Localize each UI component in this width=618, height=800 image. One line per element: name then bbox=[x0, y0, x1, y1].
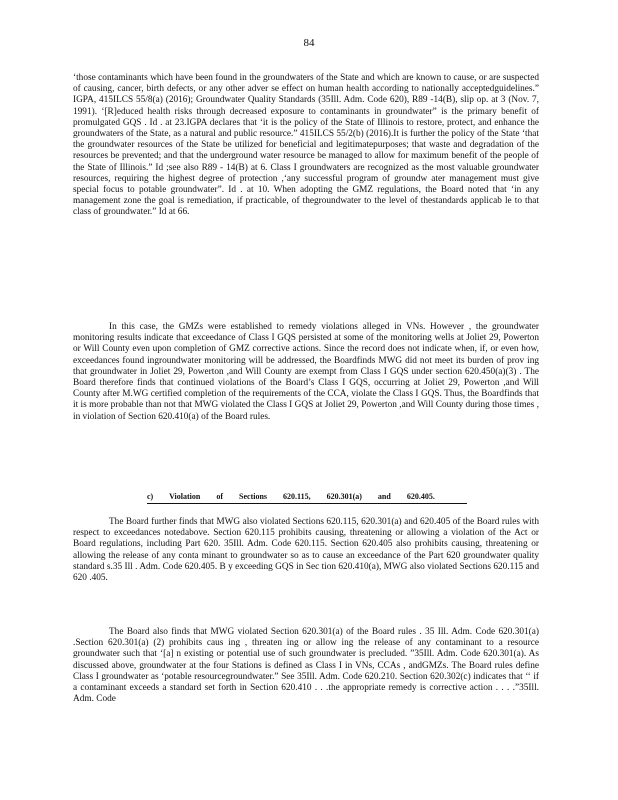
section-heading-word: Violation bbox=[169, 492, 201, 501]
section-heading bbox=[147, 492, 467, 504]
section-heading-word: and bbox=[377, 492, 391, 501]
section-heading-word: 620.405. bbox=[406, 492, 435, 501]
section-heading-word: of bbox=[216, 492, 224, 501]
section-heading-word: Sections bbox=[239, 492, 268, 501]
section-heading-word: 620.115, bbox=[283, 492, 311, 501]
paragraph-2: In this case, the GMZs were established to remedy violations alleged in VNs. However , the groundwater monitoring results indicate that exceedance of Class I GQS persisted at some of the monitoring wells at Joliet 29, Powerton or Will County even upon completion of GMZ corrective actions. Since the record does not indicate when, if, or even how, exceedances found ingroundwater monitoring will be addressed, the Boardfinds MWG did not meet its burden of prov ing that groundwater in Joliet 29, Powerton ,and Will County are exempt from Class I GQS under section 620.450(a)(3) . The Board therefore finds that continued violations of the Board’s Class I GQS, occurring at Joliet 29, Powerton ,and Will County after M.WG certified completion of the requirements of the CCA, violate the Class I GQS. Thus, the Boardfinds that it is more probable than not that MWG violated the Class I GQS at Joliet 29, Powerton ,and Will County during those times , in violation of Section 620.410(a) of the Board rules. bbox=[73, 322, 539, 422]
page-number: 84 bbox=[303, 37, 315, 49]
paragraph-3: The Board further finds that MWG also violated Sections 620.115, 620.301(a) and 620.405 of the Board rules with respect to exceedances notedabove. Section 620.115 prohibits causing, threatening or allowing a violation of the Act or Board regulations, including Part 620. 35Ill. Adm. Code 620.115. Section 620.405 also prohibits causing, threatening or allowing the release of any conta minant to groundwater so as to cause an exceedance of the Part 620 groundwater quality standard s.35 Ill . Adm. Code 620.405. B y exceeding GQS in Sec tion 620.410(a), MWG also violated Sections 620.115 and 620 .405. bbox=[73, 517, 539, 584]
section-heading-letter: c) bbox=[147, 492, 154, 501]
paragraph-1: ‘those contaminants which have been found in the groundwaters of the State and which are known to cause, or are suspected of causing, cancer, birth defects, or any other adver se effect on human health according to nationally acceptedguidelines.” IGPA, 415ILCS 55/8(a) (2016); Groundwater Quality Standards (35Ill. Adm. Code 620), R89 -14(B), slip op. at 3 (Nov. 7, 1991). ‘[R]educed health risks through decreased exposure to contaminants in groundwater” is the primary benefit of promulgated GQS . Id . at 23.IGPA declares that ‘it is the policy of the State of Illinois to restore, protect, and enhance the groundwaters of the State, as a natural and public resource.” 415ILCS 55/2(b) (2016).It is further the policy of the State ‘that the groundwater resources of the State be utilized for beneficial and legitimatepurposes; that waste and degradation of the resources be prevented; and that the underground water resource be managed to allow for maximum benefit of the people of the State of Illinois.” Id ;see also R89 - 14(B) at 6. Class I groundwaters are recognized as the most valuable groundwater resources, requiring the highest degree of protection ,‘any successful program of groundw ater management must give special focus to potable groundwater”. Id . at 10. When adopting the GMZ regulations, the Board noted that ‘in any management zone the goal is remediation, if practicable, of thegroundwater to the level of thestandards applicab le to that class of groundwater.” Id at 66. bbox=[73, 73, 539, 218]
paragraph-4: The Board also finds that MWG violated Section 620.301(a) of the Board rules . 35 Ill. Adm. Code 620.301(a) .Section 620.301(a) (2) prohibits caus ing , threaten ing or allow ing the release of any contaminant to a resource groundwater such that ‘[a] n existing or potential use of such groundwater is precluded. ”35Ill. Adm. Code 620.301(a). As discussed above, groundwater at the four Stations is defined as Class I in VNs, CCAs , andGMZs. The Board rules define Class I groundwater as ‘potable resourcegroundwater.” See 35Ill. Adm. Code 620.210. Section 620.302(c) indicates that ‘‘ if a contaminant exceeds a standard set forth in Section 620.410 . . .the appropriate remedy is corrective action . . . .”35Ill. Adm. Code bbox=[73, 627, 539, 705]
section-heading-word: 620.301(a) bbox=[326, 492, 362, 501]
